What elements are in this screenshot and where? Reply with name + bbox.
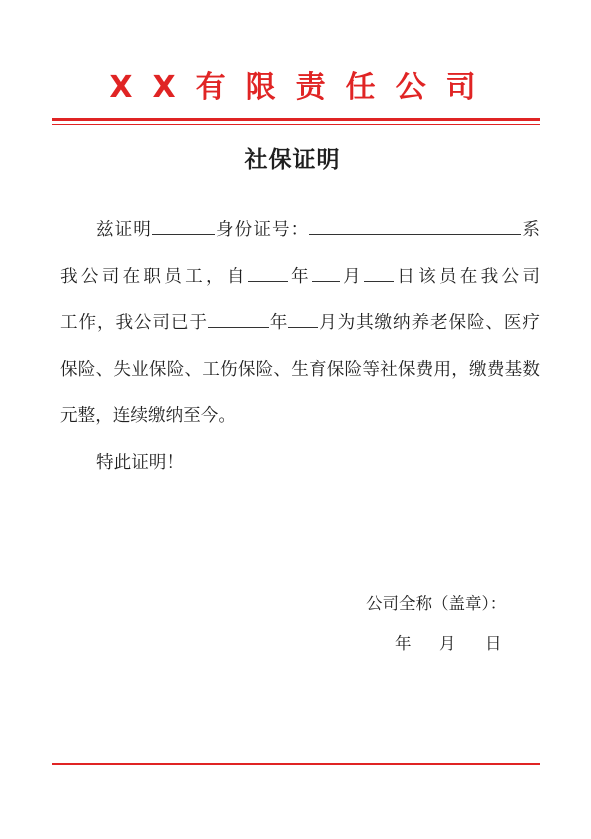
start-year-blank	[248, 280, 288, 282]
body-line-4	[60, 347, 540, 394]
line1-suffix-text: 系	[521, 220, 540, 240]
closing-text: 特此证明！	[96, 452, 184, 473]
certificate-body	[60, 207, 540, 487]
footer-rule	[52, 763, 540, 765]
employment-intro-text: 我公司在职员工，自	[60, 266, 248, 287]
body-line-2	[60, 254, 540, 301]
id-number-blank	[309, 233, 521, 235]
certify-intro-text: 兹证明	[96, 220, 152, 240]
start-month-label: 月	[339, 266, 364, 287]
insurance-list-text: 保险、失业保险、工伤保险、生育保险等社保费用，缴费基数	[60, 359, 540, 380]
payment-year-blank	[208, 326, 269, 328]
payment-year-label: 年	[268, 313, 289, 334]
company-name-header: XX有限责任公司	[109, 70, 496, 105]
closing-line	[60, 440, 540, 487]
continuous-payment-text: 元整，连续缴纳至今。	[60, 406, 236, 427]
payment-month-rest-text: 月为其缴纳养老保险、医疗	[318, 313, 540, 334]
body-line-5	[60, 393, 540, 440]
start-day-rest-text: 日该员在我公司	[393, 266, 540, 287]
sign-date-month: 月	[439, 634, 456, 653]
document-title: 社保证明	[244, 147, 341, 173]
body-line-1	[60, 207, 540, 254]
id-number-label: 身份证号：	[214, 220, 310, 240]
body-line-3	[60, 300, 540, 347]
employee-name-blank	[152, 233, 215, 235]
company-seal-label: 公司全称（盖章）：	[366, 594, 507, 613]
header-rule-thick	[52, 118, 540, 121]
header-rule-thin	[52, 124, 540, 125]
payment-month-blank	[288, 326, 318, 328]
sign-date-day: 日	[485, 634, 502, 653]
start-month-blank	[312, 280, 340, 282]
start-year-label: 年	[287, 266, 312, 287]
start-day-blank	[364, 280, 394, 282]
sign-date-year: 年	[395, 634, 412, 653]
payment-intro-text: 工作，我公司已于	[60, 313, 208, 334]
